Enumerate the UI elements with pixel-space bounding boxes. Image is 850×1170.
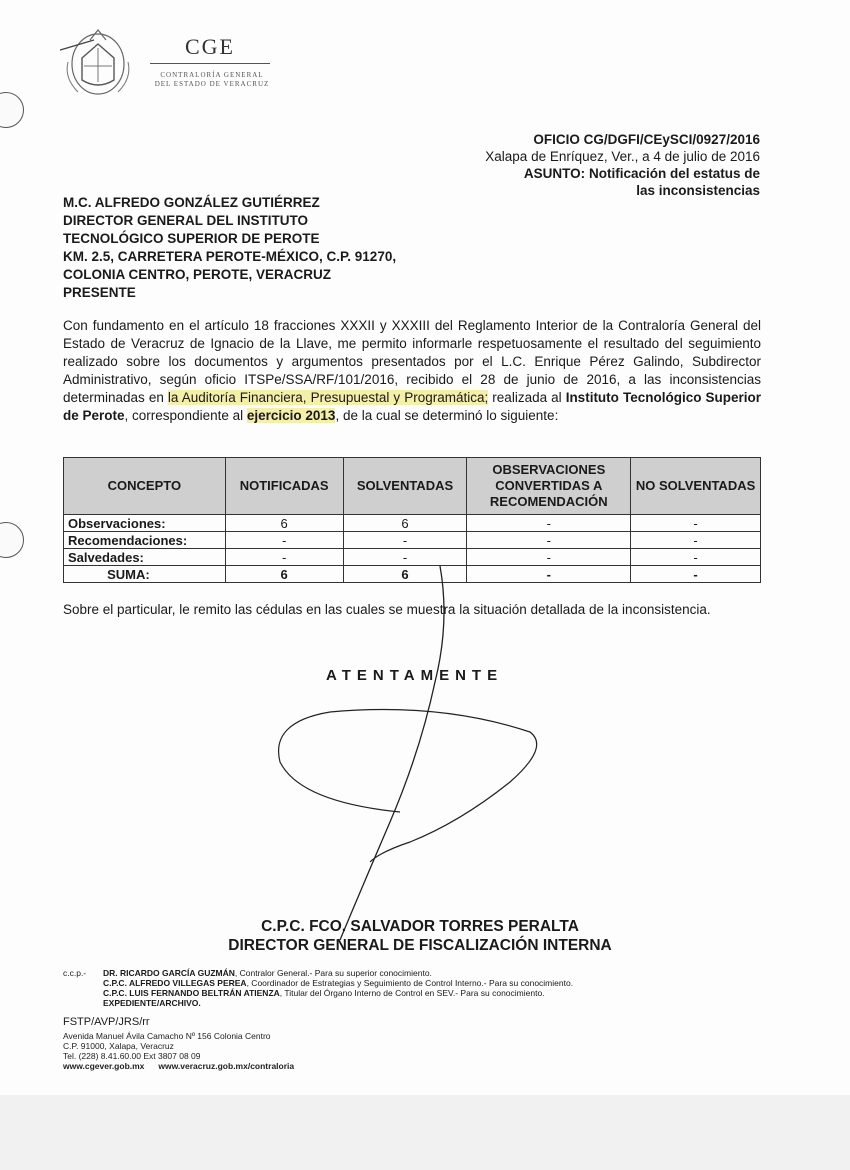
punch-hole-top — [0, 92, 24, 128]
row-concept: Recomendaciones: — [64, 532, 226, 549]
asunto-text-1: Notificación del estatus de — [588, 166, 760, 181]
cell-solventadas: - — [343, 549, 467, 566]
sum-convertidas: - — [467, 566, 631, 583]
asunto-line1 — [485, 165, 760, 182]
table-row — [64, 532, 761, 549]
sum-solventadas: 6 — [343, 566, 467, 583]
institute-name: Instituto Tecnológico Superior de Perote — [63, 390, 762, 423]
logo-divider — [150, 63, 270, 64]
row-concept: Observaciones: — [64, 515, 226, 532]
asunto-text-2: las inconsistencias — [636, 183, 760, 198]
addressee-block — [63, 194, 396, 302]
logo-subtitle — [148, 71, 276, 89]
footer-city: C.P. 91000, Xalapa, Veracruz — [63, 1041, 174, 1051]
highlighted-audit: la Auditoría Financiera, Presupuestal y Programática; — [167, 390, 489, 405]
cell-no-solventadas: - — [631, 515, 761, 532]
ccp-block — [63, 968, 573, 1008]
body-text: , de la cual se determinó lo siguiente: — [335, 408, 559, 423]
cell-convertidas: - — [467, 549, 631, 566]
footer-url-2: www.veracruz.gob.mx/contraloria — [158, 1061, 295, 1071]
cell-solventadas: - — [343, 532, 467, 549]
reference-initials: FSTP/AVP/JRS/rr — [63, 1016, 150, 1028]
cell-notificadas: - — [225, 532, 343, 549]
footer-address — [63, 1031, 294, 1071]
sum-notificadas: 6 — [225, 566, 343, 583]
addressee-title-2: TECNOLÓGICO SUPERIOR DE PEROTE — [63, 231, 320, 246]
body-text: Con fundamento en el artículo 18 fracciones XXXII y XXXIII del Reglamento Interior de la Contraloría General del Estado de Veracruz de Ignacio de la Llave, me permito informarle respetuosamente el resultado del seguimiento realizado sobre los documentos y argumentos presentados por el L.C. Enrique Pérez Galindo, Subdirector Administrativo, según oficio ITSPe/SSA/RF/101/2016, recibido el 28 de junio de 2016, a las inconsistencias determinadas en — [63, 318, 761, 405]
place-date: Xalapa de Enríquez, Ver., a 4 de julio de 2016 — [485, 149, 760, 164]
scan-background — [0, 1095, 850, 1170]
ccp-text: , Coordinador de Estrategias y Seguimiento de Control Interno.- Para su conocimiento. — [246, 978, 574, 988]
closing-atentamente: ATENTAMENTE — [326, 667, 504, 684]
oficio-number: OFICIO CG/DGFI/CEySCI/0927/2016 — [533, 132, 760, 147]
ccp-line-3 — [63, 988, 573, 998]
row-concept: Salvedades: — [64, 549, 226, 566]
addressee-name: M.C. ALFREDO GONZÁLEZ GUTIÉRREZ — [63, 195, 320, 210]
letter-header — [485, 131, 760, 199]
logo-text: CGE — [185, 34, 235, 59]
cell-no-solventadas: - — [631, 549, 761, 566]
ccp-name: C.P.C. ALFREDO VILLEGAS PEREA — [103, 978, 247, 988]
header-notificadas: NOTIFICADAS — [225, 458, 343, 515]
footer-url-1: www.cgever.gob.mx — [63, 1061, 145, 1071]
header-no-solventadas: NO SOLVENTADAS — [631, 458, 761, 515]
asunto-label: ASUNTO: — [523, 166, 586, 181]
ccp-name: DR. RICARDO GARCÍA GUZMÁN — [103, 968, 235, 978]
body-paragraph-1 — [63, 317, 761, 425]
state-seal-icon — [60, 22, 136, 102]
addressee-presente: PRESENTE — [63, 285, 136, 300]
ccp-archive: EXPEDIENTE/ARCHIVO. — [103, 998, 201, 1008]
logo-subtitle-line1: CONTRALORÍA GENERAL — [160, 71, 264, 79]
footer-urls — [63, 1061, 294, 1071]
footer-phone: Tel. (228) 8.41.60.00 Ext 3807 08 09 — [63, 1051, 201, 1061]
signer-title: DIRECTOR GENERAL DE FISCALIZACIÓN INTERNA — [228, 937, 612, 954]
addressee-address-1: KM. 2.5, CARRETERA PEROTE-MÉXICO, C.P. 91270, — [63, 249, 397, 264]
addressee-address-2: COLONIA CENTRO, PEROTE, VERACRUZ — [63, 267, 332, 282]
addressee-title-1: DIRECTOR GENERAL DEL INSTITUTO — [63, 213, 309, 228]
sum-label: SUMA: — [64, 566, 226, 583]
cell-convertidas: - — [467, 515, 631, 532]
header-concepto: CONCEPTO — [64, 458, 226, 515]
ccp-text: , Titular del Órgano Interno de Control en SEV.- Para su conocimiento. — [279, 988, 545, 998]
cell-notificadas: 6 — [225, 515, 343, 532]
logo-subtitle-line2: DEL ESTADO DE VERACRUZ — [154, 80, 270, 88]
ccp-lead: c.c.p.- — [63, 968, 87, 978]
body-text: , correspondiente al — [124, 408, 247, 423]
signer-name: C.P.C. FCO. SALVADOR TORRES PERALTA — [261, 918, 579, 935]
header-convertidas: OBSERVACIONES CONVERTIDAS A RECOMENDACIÓN — [467, 458, 631, 515]
ccp-text: , Contralor General.- Para su superior conocimiento. — [234, 968, 432, 978]
footer-street: Avenida Manuel Ávila Camacho Nº 156 Colonia Centro — [63, 1031, 271, 1041]
ccp-line-2 — [63, 978, 573, 988]
punch-hole-middle — [0, 522, 24, 558]
body-paragraph-2: Sobre el particular, le remito las cédulas en las cuales se muestra la situación detallada de la inconsistencia. — [63, 602, 711, 617]
cell-no-solventadas: - — [631, 532, 761, 549]
ccp-line-1 — [63, 968, 573, 978]
cell-convertidas: - — [467, 532, 631, 549]
cell-solventadas: 6 — [343, 515, 467, 532]
header-solventadas: SOLVENTADAS — [343, 458, 467, 515]
cell-notificadas: - — [225, 549, 343, 566]
highlighted-ejercicio: ejercicio 2013 — [246, 408, 336, 423]
body-text: realizada al — [488, 390, 566, 405]
table-row — [64, 515, 761, 532]
ccp-name: C.P.C. LUIS FERNANDO BELTRÁN ATIENZA — [103, 988, 280, 998]
handwritten-signature — [240, 562, 560, 942]
ccp-line-4 — [63, 998, 573, 1008]
sum-no-solventadas: - — [631, 566, 761, 583]
table-header-row — [64, 458, 761, 515]
